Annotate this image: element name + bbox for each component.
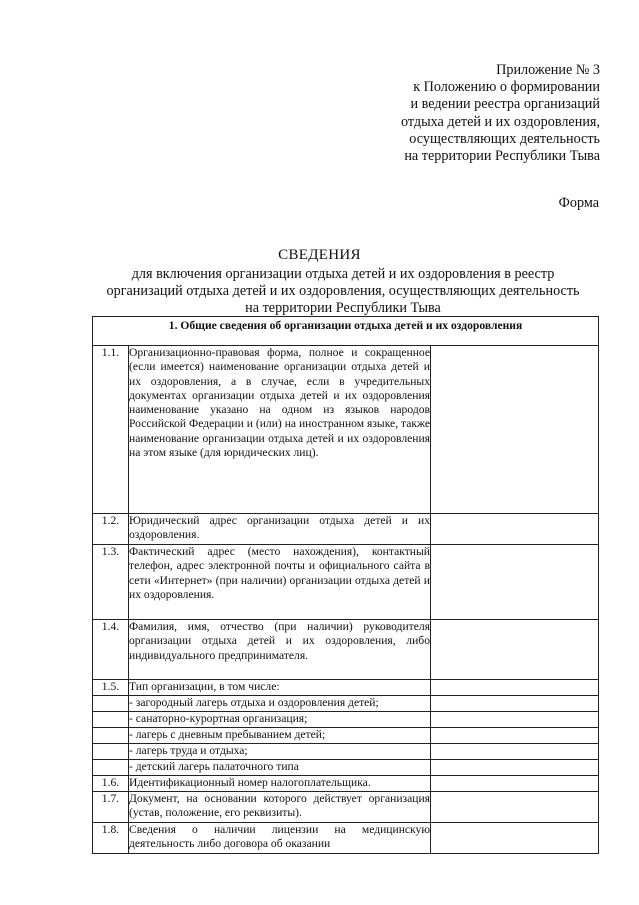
subtitle-line: организаций отдыха детей и их оздоровления, осуществляющих деятельность — [106, 283, 580, 299]
row-description: Организационно-правовая форма, полное и сокращенное (если имеется) наименование организации отдыха детей и их оздоровления, а в случае, если в учредительных документах организации отдыха детей и их оздоровления наименование указано на одном из языков народов Российской Федерации и (или) на иностранном языке, также наименование организации отдыха детей и их оздоровления на этом языке (для юридических лиц). — [129, 346, 431, 514]
row-description: Юридический адрес организации отдыха детей и их оздоровления. — [129, 514, 431, 545]
row-value-cell[interactable] — [431, 744, 599, 760]
row-number — [93, 712, 129, 728]
row-value-cell[interactable] — [431, 792, 599, 823]
row-description: Сведения о наличии лицензии на медицинскую деятельность либо договора об оказании — [129, 823, 431, 854]
row-number — [93, 744, 129, 760]
appendix-line: осуществляющих деятельность — [409, 130, 600, 147]
table-row — [93, 514, 599, 545]
table-body — [93, 346, 599, 854]
table-row — [93, 776, 599, 792]
row-value-cell[interactable] — [431, 620, 599, 680]
table-row — [93, 680, 599, 696]
appendix-line: и ведении реестра организаций — [410, 96, 600, 113]
row-number: 1.5. — [93, 680, 129, 696]
row-value-cell[interactable] — [431, 680, 599, 696]
row-value-cell[interactable] — [431, 760, 599, 776]
row-number — [93, 760, 129, 776]
row-description: Тип организации, в том числе: — [129, 680, 431, 696]
table-row — [93, 712, 599, 728]
row-value-cell[interactable] — [431, 545, 599, 620]
row-description: - лагерь с дневным пребыванием детей; — [129, 728, 431, 744]
table-row — [93, 545, 599, 620]
table-row — [93, 823, 599, 854]
subtitle-line: на территории Республики Тыва — [245, 300, 441, 316]
row-description: Фамилия, имя, отчество (при наличии) руководителя организации отдыха детей и их оздоровления, либо индивидуального предпринимателя. — [129, 620, 431, 680]
appendix-block — [360, 62, 600, 165]
row-value-cell[interactable] — [431, 514, 599, 545]
table-row — [93, 728, 599, 744]
table-row — [93, 696, 599, 712]
row-number — [93, 728, 129, 744]
row-value-cell[interactable] — [431, 346, 599, 514]
row-value-cell[interactable] — [431, 696, 599, 712]
document-title: СВЕДЕНИЯ — [278, 247, 361, 263]
row-description: Документ, на основании которого действует организация (устав, положение, его реквизиты). — [129, 792, 431, 823]
row-description: - детский лагерь палаточного типа — [129, 760, 431, 776]
row-number: 1.1. — [93, 346, 129, 514]
appendix-line: отдыха детей и их оздоровления, — [400, 113, 600, 130]
row-description: - лагерь труда и отдыха; — [129, 744, 431, 760]
row-value-cell[interactable] — [431, 823, 599, 854]
row-number — [93, 696, 129, 712]
subtitle-line: для включения организации отдыха детей и их оздоровления в реестр — [131, 266, 555, 282]
row-description: Идентификационный номер налогоплательщика. — [129, 776, 431, 792]
row-value-cell[interactable] — [431, 776, 599, 792]
row-number: 1.7. — [93, 792, 129, 823]
row-description: - санаторно-курортная организация; — [129, 712, 431, 728]
table-row — [93, 760, 599, 776]
appendix-line: Приложение № 3 — [496, 62, 600, 78]
section-header: 1. Общие сведения об организации отдыха детей и их оздоровления — [93, 317, 599, 346]
row-description: - загородный лагерь отдыха и оздоровления детей; — [129, 696, 431, 712]
row-number: 1.6. — [93, 776, 129, 792]
appendix-line: на территории Республики Тыва — [404, 148, 600, 165]
row-value-cell[interactable] — [431, 728, 599, 744]
row-number: 1.8. — [93, 823, 129, 854]
section-header-row — [93, 317, 599, 346]
appendix-line: к Положению о формировании — [413, 79, 600, 96]
row-number: 1.4. — [93, 620, 129, 680]
form-label: Форма — [558, 195, 599, 211]
table-row — [93, 346, 599, 514]
information-table — [92, 316, 599, 854]
row-description: Фактический адрес (место нахождения), контактный телефон, адрес электронной почты и официального сайта в сети «Интернет» (при наличии) организации отдыха детей и их оздоровления. — [129, 545, 431, 620]
row-number: 1.2. — [93, 514, 129, 545]
table-row — [93, 620, 599, 680]
table-row — [93, 744, 599, 760]
row-number: 1.3. — [93, 545, 129, 620]
document-subtitle — [78, 266, 608, 317]
row-value-cell[interactable] — [431, 712, 599, 728]
table-row — [93, 792, 599, 823]
